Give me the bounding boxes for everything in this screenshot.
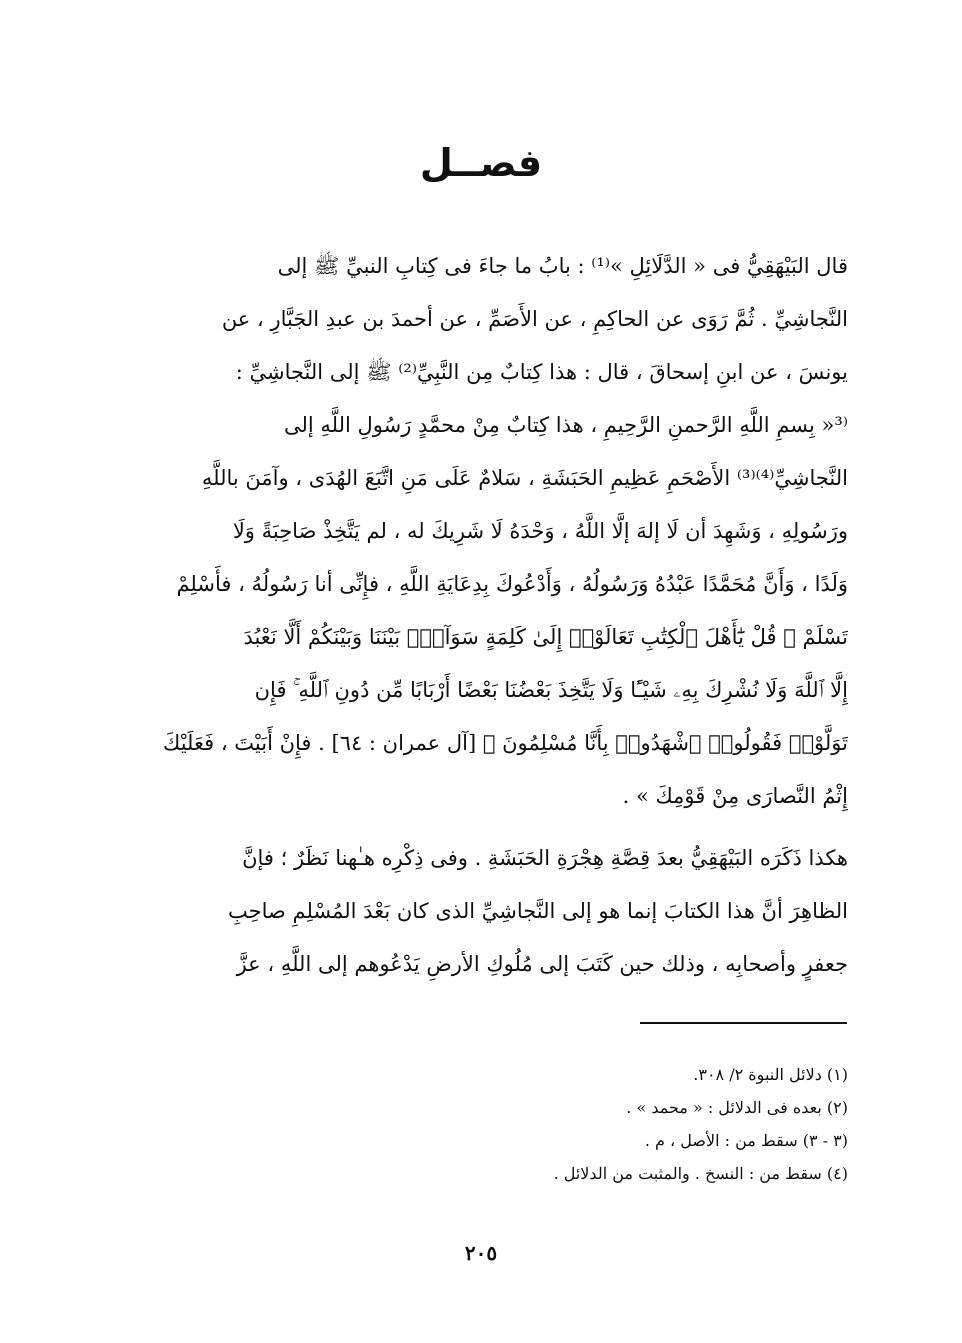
footnote: (١) دلائل النبوة ٢/ ٣٠٨. [693, 1065, 848, 1084]
footnote-divider [640, 1022, 847, 1024]
text-line: إِثْمُ النَّصارَى مِنْ قَوْمِكَ » . [622, 784, 848, 808]
text-line: يونسَ ، عن ابنِ إسحاقَ ، قال : هذا كِتابٌ مِن النَّبِيِّ⁽²⁾ ﷺ إلى النَّجاشِيِّ : [235, 360, 848, 384]
text-line: الظاهِرَ أنَّ هذا الكتابَ إنما هو إلى النَّجاشِيِّ الذى كان بَعْدَ المُسْلِمِ صاحِبِ [227, 899, 848, 923]
footnote: (٣ - ٣) سقط من : الأصل ، م . [644, 1131, 848, 1150]
footnotes [128, 1058, 848, 1190]
text-line: النَّجاشِيِّ . ثُمَّ رَوَى عن الحاكِمِ ، عن الأَصَمِّ ، عن أحمدَ بن عبدِ الجَبَّارِ ، عن [221, 307, 848, 331]
text-line: تَوَلَّوْا۟ فَقُولُوا۟ ٱشْهَدُوا۟ بِأَنَّا مُسْلِمُونَ ﴾ [آل عمران : ٦٤] . فإِنْ أَبَيْتَ ، فَعَلَيْكَ [163, 731, 848, 755]
text-line: قال البَيْهَقِيُّ فى « الدَّلَائِلِ »⁽¹⁾ : بابُ ما جاءَ فى كِتابِ النبيِّ ﷺ إلى [277, 254, 848, 278]
page-number: ٢٠٥ [464, 1241, 498, 1265]
text-line: ورَسُولِهِ ، وَشَهِدَ أن لَا إلهَ إلَّا اللَّهُ ، وَحْدَهُ لَا شَرِيكَ له ، لم يَتَّخِذْ صَاحِبَةً وَلَا [232, 519, 848, 543]
footnote: (٤) سقط من : النسخ . والمثبت من الدلائل . [553, 1164, 848, 1183]
text-line: تَسْلَمْ ﴿ قُلْ يَٰٓأَهْلَ ٱلْكِتَٰبِ تَعَالَوْا۟ إِلَىٰ كَلِمَةٍ سَوَآءٍۭ بَيْنَنَا وَبَيْنَكُمْ أَلَّا نَعْبُدَ [243, 625, 848, 649]
paragraph-1 [128, 240, 848, 823]
footnote: (٢) بعده فى الدلائل : « محمد » . [626, 1098, 848, 1117]
text-line: النَّجاشِيِّ⁽⁴⁾⁽³⁾ الأَصْحَمِ عَظِيمِ الحَبَشَةِ ، سَلامٌ عَلَى مَنِ اتَّبَعَ الهُدَى ، وآمَنَ باللَّهِ [201, 466, 848, 490]
text-line: وَلَدًا ، وَأَنَّ مُحَمَّدًا عَبْدُهُ وَرَسُولُهُ ، وَأَدْعُوكَ بِدِعَايَةِ اللَّهِ ، فإِنِّى أنا رَسُولُهُ ، فأَسْلِمْ [176, 572, 848, 596]
text-line: هكذا ذَكَرَه البَيْهَقِيُّ بعدَ قِصَّةِ هِجْرَةِ الحَبَشَةِ . وفى ذِكْرِه هـٰهنا نَظَرٌ ؛ فإنَّ [242, 846, 848, 870]
text-line: ⁽³« بِسمِ اللَّهِ الرَّحمنِ الرَّحِيمِ ، هذا كِتابٌ مِنْ محمَّدٍ رَسُولِ اللَّهِ إلى [283, 413, 848, 437]
text-line: جعفرٍ وأصحابِه ، وذلك حين كَتَبَ إلى مُلُوكِ الأرضِ يَدْعُوهم إلى اللَّهِ ، عزَّ [236, 952, 848, 976]
paragraph-2 [128, 832, 848, 991]
section-heading: فصــل [419, 141, 543, 185]
text-line: إِلَّا ٱللَّهَ وَلَا نُشْرِكَ بِهِۦ شَيْـًٔا وَلَا يَتَّخِذَ بَعْضُنَا بَعْضًا أَرْبَابًا مِّن دُونِ ٱللَّهِ ۚ فَإِن [254, 678, 848, 702]
